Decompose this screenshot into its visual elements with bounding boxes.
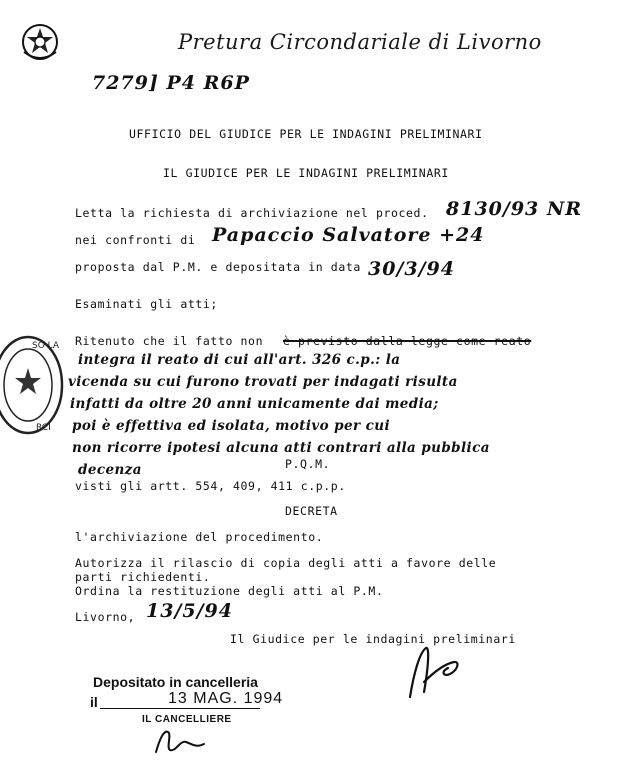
- svg-text:SO LA: SO LA: [32, 341, 60, 351]
- place-label: Livorno,: [75, 610, 136, 624]
- handwritten-line: vicenda su cui furono trovati per indagati risulta: [68, 374, 458, 390]
- decree-heading: DECRETA: [285, 504, 338, 518]
- decree-date: 13/5/94: [146, 600, 233, 622]
- handwritten-reference-code: 7279] P4 R6P: [92, 72, 250, 94]
- examined-statement: Esaminati gli atti;: [75, 297, 218, 311]
- proposal-label: proposta dal P.M. e depositata in data: [75, 260, 361, 274]
- court-header-title: Pretura Circondariale di Livorno: [178, 30, 542, 54]
- legal-references: visti gli artt. 554, 409, 411 c.p.p.: [75, 479, 346, 493]
- struck-text: è previsto dalla legge come reato: [283, 334, 532, 348]
- deposit-il-label: il: [90, 694, 98, 710]
- office-heading: UFFICIO DEL GIUDICE PER LE INDAGINI PRELIMINARI: [129, 127, 483, 141]
- handwritten-line: non ricorre ipotesi alcuna atti contrari alla pubblica: [72, 440, 490, 456]
- considered-label: Ritenuto che il fatto non: [75, 334, 264, 348]
- italian-republic-emblem-icon: [20, 22, 60, 62]
- defendant-label: nei confronti di: [75, 233, 196, 247]
- handwritten-line: integra il reato di cui all'art. 326 c.p.: la: [78, 352, 401, 368]
- clerk-signature-icon: [150, 726, 210, 756]
- authorization-line-2: parti richiedenti.: [75, 570, 211, 584]
- request-label: Letta la richiesta di archiviazione nel proced.: [75, 206, 429, 220]
- deposit-date: 13 MAG. 1994: [168, 690, 284, 707]
- judge-signature-label: Il Giudice per le indagini preliminari: [230, 632, 516, 646]
- proceeding-number: 8130/93 NR: [446, 198, 583, 220]
- deposit-stamp-label: Depositato in cancelleria: [93, 674, 258, 690]
- deposit-underline: [100, 708, 260, 709]
- handwritten-line: decenza: [78, 462, 142, 478]
- clerk-label: IL CANCELLIERE: [142, 714, 232, 725]
- order-return-statement: Ordina la restituzione degli atti al P.M.: [75, 584, 384, 598]
- judge-signature-icon: [400, 642, 470, 702]
- authorization-line: Autorizza il rilascio di copia degli atti a favore delle: [75, 556, 497, 570]
- dismissal-statement: l'archiviazione del procedimento.: [75, 530, 324, 544]
- handwritten-line: poi è effettiva ed isolata, motivo per cui: [72, 418, 390, 434]
- handwritten-line: infatti da oltre 20 anni unicamente dai media;: [70, 396, 439, 412]
- svg-text:RCI: RCI: [36, 423, 51, 433]
- defendant-name: Papaccio Salvatore +24: [212, 224, 485, 246]
- proposal-date: 30/3/94: [368, 258, 455, 280]
- pqm-heading: P.Q.M.: [285, 457, 331, 471]
- court-round-stamp-icon: [0, 330, 70, 440]
- judge-heading: IL GIUDICE PER LE INDAGINI PRELIMINARI: [163, 166, 449, 180]
